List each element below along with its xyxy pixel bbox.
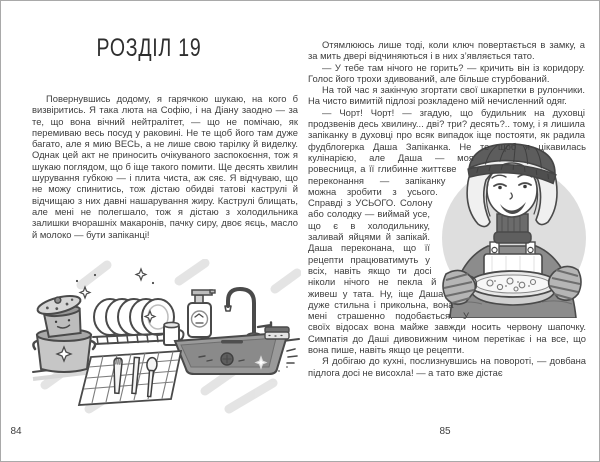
page-left <box>1 1 301 462</box>
paragraph: На той час я закінчую згортати свої шкарпетки в рулончики. На чисто вимитій підлозі розкладено мій нечисленний одяг. <box>308 84 585 107</box>
sponge <box>265 327 289 339</box>
right-page-text <box>308 39 586 378</box>
left-page-text <box>32 93 298 240</box>
dasha-illustration-svg <box>434 138 586 318</box>
dasha-illustration <box>434 138 586 318</box>
casserole-dish <box>469 271 557 305</box>
paragraph: Повернувшись додому, я гарячкою шукаю, на кого б визвіритись. Я така люта на Софію, і на Діану заодно — за те, що вона вічний нейтралітет, — що не помічаю, як перемиваю весь посуд у раковині. Не те щоб його там дуже багато, але я мию ВЕСЬ, а не лише свою тарілку й виделку. Однак цей акт не приносить очікуваного заспокоєння, тож я шукаю поглядом, що б іще такого помити. Ще десять хвилин шурування губкою — і плита чиста, аж сяє. Я відчуваю, що не можу спинитись, тож дістаю обидві татові каструлі й відчищаю з них давні нашарування жиру. Каструлі блищать, але мені не полегшало, тож я дістаю з холодильника залишки вчорашніх макаронів, пачку сиру, двоє яєць, масло й молоко — бути запіканці! <box>32 93 298 240</box>
chapter-title: РОЗДІЛ 19 <box>96 34 202 62</box>
paragraph: — У тебе там нічого не горить? — кричить він із коридору. Голос його трохи здивований, але більше стурбований. <box>308 61 585 84</box>
faucet <box>225 289 271 339</box>
cutlery <box>112 355 158 397</box>
paragraph: Отямлююсь лише тоді, коли ключ повертається в замку, а за мить двері відчиняються і в них з’являється тато. <box>308 39 585 62</box>
stacked-pots <box>33 292 95 372</box>
page-number-left: 84 <box>10 426 22 437</box>
page-number-right: 85 <box>439 426 451 437</box>
paragraph: Я добігаю до кухні, послизнувшись на повороті, — довбана підлога досі не висохла! — а тато вже дістає <box>308 355 586 378</box>
float-spacer <box>585 39 586 138</box>
dish-towel <box>79 351 181 405</box>
paragraph: — Чорт! Чорт! — згадую, що будильник на духовці продзвенів десь хвилину... дві? три? десять?.. тому, і я лишила запіканку в духовці про всяк випадок іще постояти, як радила фудблогерка Даша Запіканка. Не те щоб я цікавилась кулінарією, але Даша — моя ровесниця, а її глибинне життєве переконання — запіканку можна зробити з усього. Справді з УСЬОГО. Солону або солодку — виймай усе, що є в холодильнику, заливай яйцями й запікай. Даша переконана, що її рецепти працюватимуть у всіх, навіть якщо ти досі ніколи нічого не пекла й живеш у тата. Ну, іще Даша дуже стильна і прикольна, вона мені страшенно подобається. У своїх відосах вона майже завжди носить червону шапочку. Симпатія до Даші дивовижним чином перетікає і на все, що вона пише, навіть якщо це рецепти. <box>308 106 586 356</box>
kitchen-sink-illustration <box>29 259 301 419</box>
page-right <box>301 1 600 462</box>
soap-bottle <box>188 290 215 337</box>
